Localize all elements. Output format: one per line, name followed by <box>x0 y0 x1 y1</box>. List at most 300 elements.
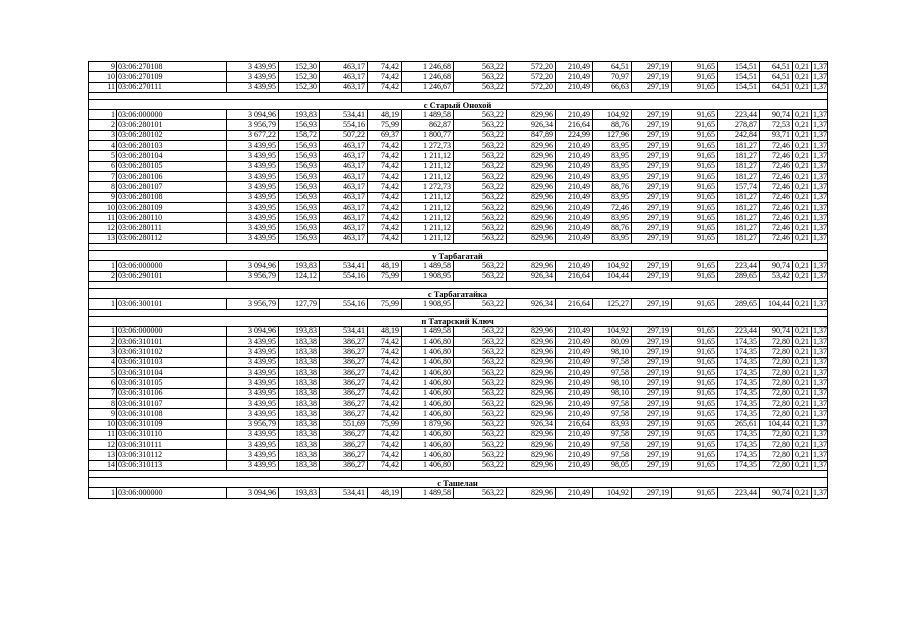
value-cell: 3 956,79 <box>227 120 279 130</box>
cadastral-code-cell: 03:06:280102 <box>117 130 227 140</box>
value-cell: 97,58 <box>593 368 632 378</box>
value-cell: 1 908,95 <box>402 299 454 309</box>
value-cell: 829,96 <box>507 110 556 120</box>
value-cell: 74,42 <box>368 450 402 460</box>
value-cell: 1,37 <box>813 130 827 140</box>
value-cell: 210,49 <box>556 488 593 498</box>
value-cell: 3 956,79 <box>227 419 279 429</box>
value-cell: 297,19 <box>632 337 672 347</box>
value-cell: 210,49 <box>556 192 593 202</box>
value-cell: 181,27 <box>718 141 760 151</box>
value-cell: 183,38 <box>279 460 320 470</box>
value-cell: 156,93 <box>279 171 320 181</box>
cadastral-code-cell: 03:06:000000 <box>117 261 227 271</box>
value-cell: 74,42 <box>368 62 402 72</box>
value-cell: 534,41 <box>320 326 368 336</box>
value-cell: 91,65 <box>672 223 718 233</box>
value-cell: 91,65 <box>672 141 718 151</box>
settlement-name: с Старый Онохой <box>89 99 828 109</box>
row-number-cell: 7 <box>89 388 117 398</box>
cadastral-code-cell: 03:06:310101 <box>117 337 227 347</box>
value-cell: 386,27 <box>320 388 368 398</box>
table-row <box>89 202 828 212</box>
value-cell: 563,22 <box>454 347 507 357</box>
value-cell: 48,19 <box>368 488 402 498</box>
value-cell: 463,17 <box>320 72 368 82</box>
value-cell: 1,37 <box>813 82 827 92</box>
value-cell: 125,27 <box>593 299 632 309</box>
value-cell: 563,22 <box>454 202 507 212</box>
value-cell: 1 211,12 <box>402 151 454 161</box>
settlement-name: п Татарский Ключ <box>89 316 828 326</box>
value-cell: 156,93 <box>279 151 320 161</box>
value-cell: 563,22 <box>454 419 507 429</box>
value-cell: 297,19 <box>632 223 672 233</box>
value-cell: 48,19 <box>368 326 402 336</box>
value-cell: 463,17 <box>320 182 368 192</box>
value-cell: 3 956,79 <box>227 299 279 309</box>
cadastral-code-cell: 03:06:280112 <box>117 233 227 243</box>
value-cell: 97,58 <box>593 429 632 439</box>
table-row <box>89 450 828 460</box>
value-cell: 563,22 <box>454 151 507 161</box>
value-cell: 297,19 <box>632 82 672 92</box>
value-cell: 91,65 <box>672 110 718 120</box>
value-cell: 829,96 <box>507 213 556 223</box>
cadastral-code-cell: 03:06:310104 <box>117 368 227 378</box>
value-cell: 3 439,95 <box>227 161 279 171</box>
value-cell: 3 677,22 <box>227 130 279 140</box>
value-cell: 91,65 <box>672 213 718 223</box>
value-cell: 183,38 <box>279 409 320 419</box>
value-cell: 297,19 <box>632 419 672 429</box>
value-cell: 72,80 <box>760 440 793 450</box>
value-cell: 0,21 <box>793 429 812 439</box>
value-cell: 74,42 <box>368 82 402 92</box>
value-cell: 224,99 <box>556 130 593 140</box>
spacer-row <box>89 244 828 251</box>
row-number-cell: 3 <box>89 130 117 140</box>
value-cell: 104,44 <box>593 271 632 281</box>
row-number-cell: 4 <box>89 141 117 151</box>
value-cell: 97,58 <box>593 440 632 450</box>
table-row <box>89 357 828 367</box>
value-cell: 1 246,68 <box>402 72 454 82</box>
value-cell: 1 489,58 <box>402 261 454 271</box>
value-cell: 563,22 <box>454 488 507 498</box>
row-number-cell: 4 <box>89 357 117 367</box>
cadastral-code-cell: 03:06:310107 <box>117 398 227 408</box>
document-sheet <box>88 61 827 499</box>
value-cell: 174,35 <box>718 347 760 357</box>
value-cell: 210,49 <box>556 213 593 223</box>
row-number-cell: 7 <box>89 171 117 181</box>
table-row <box>89 120 828 130</box>
row-number-cell: 10 <box>89 72 117 82</box>
table-row <box>89 326 828 336</box>
value-cell: 83,93 <box>593 419 632 429</box>
value-cell: 507,22 <box>320 130 368 140</box>
value-cell: 297,19 <box>632 488 672 498</box>
value-cell: 297,19 <box>632 233 672 243</box>
value-cell: 210,49 <box>556 62 593 72</box>
table-row <box>89 141 828 151</box>
value-cell: 72,80 <box>760 429 793 439</box>
value-cell: 74,42 <box>368 388 402 398</box>
table-row <box>89 72 828 82</box>
value-cell: 1,37 <box>813 419 827 429</box>
row-number-cell: 3 <box>89 347 117 357</box>
value-cell: 156,93 <box>279 182 320 192</box>
value-cell: 104,44 <box>760 419 793 429</box>
value-cell: 74,42 <box>368 141 402 151</box>
table-row <box>89 488 828 498</box>
value-cell: 48,19 <box>368 261 402 271</box>
value-cell: 572,20 <box>507 82 556 92</box>
value-cell: 3 956,79 <box>227 271 279 281</box>
value-cell: 93,71 <box>760 130 793 140</box>
value-cell: 152,30 <box>279 62 320 72</box>
value-cell: 88,76 <box>593 223 632 233</box>
value-cell: 563,22 <box>454 326 507 336</box>
value-cell: 1,37 <box>813 202 827 212</box>
value-cell: 563,22 <box>454 171 507 181</box>
value-cell: 386,27 <box>320 347 368 357</box>
value-cell: 91,65 <box>672 271 718 281</box>
row-number-cell: 1 <box>89 326 117 336</box>
value-cell: 91,65 <box>672 429 718 439</box>
value-cell: 74,42 <box>368 460 402 470</box>
value-cell: 1,37 <box>813 151 827 161</box>
value-cell: 90,74 <box>760 326 793 336</box>
value-cell: 563,22 <box>454 378 507 388</box>
value-cell: 83,95 <box>593 151 632 161</box>
value-cell: 156,93 <box>279 223 320 233</box>
value-cell: 386,27 <box>320 460 368 470</box>
table-row <box>89 192 828 202</box>
value-cell: 3 439,95 <box>227 388 279 398</box>
cadastral-code-cell: 03:06:280103 <box>117 141 227 151</box>
value-cell: 174,35 <box>718 429 760 439</box>
value-cell: 297,19 <box>632 388 672 398</box>
value-cell: 0,21 <box>793 72 812 82</box>
value-cell: 1 489,58 <box>402 488 454 498</box>
value-cell: 154,51 <box>718 72 760 82</box>
value-cell: 1,37 <box>813 71 827 81</box>
value-cell: 563,22 <box>454 62 507 72</box>
value-cell: 181,27 <box>718 151 760 161</box>
value-cell: 829,96 <box>507 460 556 470</box>
value-cell: 1 908,95 <box>402 271 454 281</box>
cadastral-code-cell: 03:06:300101 <box>117 299 227 309</box>
value-cell: 91,65 <box>672 130 718 140</box>
value-cell: 91,65 <box>672 488 718 498</box>
value-cell: 1,37 <box>813 212 827 222</box>
value-cell: 829,96 <box>507 368 556 378</box>
value-cell: 91,65 <box>672 460 718 470</box>
value-cell: 72,46 <box>593 202 632 212</box>
value-cell: 174,35 <box>718 337 760 347</box>
value-cell: 0,21 <box>793 233 812 243</box>
value-cell: 3 439,95 <box>227 460 279 470</box>
value-cell: 563,22 <box>454 271 507 281</box>
cadastral-code-cell: 03:06:310113 <box>117 460 227 470</box>
row-number-cell: 11 <box>89 213 117 223</box>
value-cell: 1,37 <box>813 357 827 367</box>
value-cell: 3 439,95 <box>227 440 279 450</box>
value-cell: 1 211,12 <box>402 233 454 243</box>
value-cell: 1 272,73 <box>402 182 454 192</box>
section-header-row <box>89 316 828 326</box>
value-cell: 91,65 <box>672 398 718 408</box>
value-cell: 154,51 <box>718 82 760 92</box>
value-cell: 223,44 <box>718 110 760 120</box>
value-cell: 154,51 <box>718 62 760 72</box>
value-cell: 829,96 <box>507 161 556 171</box>
value-cell: 0,21 <box>793 419 812 429</box>
value-cell: 0,21 <box>793 82 812 92</box>
cadastral-code-cell: 03:06:310112 <box>117 450 227 460</box>
value-cell: 1,37 <box>813 439 827 449</box>
value-cell: 0,21 <box>793 213 812 223</box>
value-cell: 862,87 <box>402 120 454 130</box>
value-cell: 829,96 <box>507 223 556 233</box>
tariff-table <box>88 61 828 499</box>
value-cell: 554,16 <box>320 120 368 130</box>
value-cell: 174,35 <box>718 460 760 470</box>
value-cell: 926,34 <box>507 271 556 281</box>
value-cell: 463,17 <box>320 82 368 92</box>
value-cell: 0,21 <box>793 450 812 460</box>
value-cell: 1,37 <box>813 171 827 181</box>
value-cell: 3 439,95 <box>227 223 279 233</box>
value-cell: 563,22 <box>454 440 507 450</box>
value-cell: 0,21 <box>793 171 812 181</box>
value-cell: 463,17 <box>320 223 368 233</box>
cadastral-code-cell: 03:06:310106 <box>117 388 227 398</box>
table-row <box>89 82 828 92</box>
value-cell: 0,21 <box>793 440 812 450</box>
value-cell: 193,83 <box>279 261 320 271</box>
value-cell: 0,21 <box>793 488 812 498</box>
value-cell: 297,19 <box>632 357 672 367</box>
value-cell: 463,17 <box>320 202 368 212</box>
value-cell: 183,38 <box>279 440 320 450</box>
value-cell: 297,19 <box>632 192 672 202</box>
value-cell: 74,42 <box>368 378 402 388</box>
value-cell: 104,44 <box>760 299 793 309</box>
table-row <box>89 271 828 281</box>
value-cell: 210,49 <box>556 326 593 336</box>
value-cell: 181,27 <box>718 192 760 202</box>
value-cell: 74,42 <box>368 161 402 171</box>
row-number-cell: 6 <box>89 161 117 171</box>
value-cell: 83,95 <box>593 141 632 151</box>
value-cell: 83,95 <box>593 233 632 243</box>
value-cell: 3 439,95 <box>227 182 279 192</box>
spacer-row <box>89 92 828 99</box>
value-cell: 88,76 <box>593 120 632 130</box>
settlement-name: у Тарбагатай <box>89 251 828 261</box>
value-cell: 48,19 <box>368 110 402 120</box>
value-cell: 174,35 <box>718 368 760 378</box>
value-cell: 289,65 <box>718 299 760 309</box>
value-cell: 563,22 <box>454 233 507 243</box>
value-cell: 563,22 <box>454 110 507 120</box>
value-cell: 829,96 <box>507 398 556 408</box>
value-cell: 563,22 <box>454 357 507 367</box>
value-cell: 74,42 <box>368 72 402 82</box>
value-cell: 183,38 <box>279 347 320 357</box>
value-cell: 193,83 <box>279 326 320 336</box>
table-row <box>89 460 828 470</box>
value-cell: 1 406,80 <box>402 429 454 439</box>
settlement-name: с Тарбагатайка <box>89 288 828 298</box>
value-cell: 297,19 <box>632 271 672 281</box>
value-cell: 210,49 <box>556 82 593 92</box>
value-cell: 3 439,95 <box>227 368 279 378</box>
value-cell: 1 406,80 <box>402 409 454 419</box>
row-number-cell: 9 <box>89 409 117 419</box>
value-cell: 829,96 <box>507 326 556 336</box>
value-cell: 210,49 <box>556 368 593 378</box>
value-cell: 3 439,95 <box>227 151 279 161</box>
value-cell: 181,27 <box>718 213 760 223</box>
value-cell: 1 246,67 <box>402 82 454 92</box>
value-cell: 534,41 <box>320 488 368 498</box>
value-cell: 97,58 <box>593 357 632 367</box>
value-cell: 210,49 <box>556 233 593 243</box>
value-cell: 572,20 <box>507 72 556 82</box>
value-cell: 1 406,80 <box>402 440 454 450</box>
value-cell: 297,19 <box>632 72 672 82</box>
table-row <box>89 151 828 161</box>
value-cell: 91,65 <box>672 62 718 72</box>
value-cell: 158,72 <box>279 130 320 140</box>
value-cell: 1 211,12 <box>402 223 454 233</box>
value-cell: 74,42 <box>368 151 402 161</box>
value-cell: 152,30 <box>279 72 320 82</box>
value-cell: 72,53 <box>760 120 793 130</box>
value-cell: 3 439,95 <box>227 233 279 243</box>
value-cell: 1 211,12 <box>402 192 454 202</box>
value-cell: 91,65 <box>672 171 718 181</box>
value-cell: 210,49 <box>556 460 593 470</box>
value-cell: 91,65 <box>672 388 718 398</box>
value-cell: 0,21 <box>793 130 812 140</box>
value-cell: 72,80 <box>760 337 793 347</box>
value-cell: 297,19 <box>632 202 672 212</box>
value-cell: 64,51 <box>760 82 793 92</box>
row-number-cell: 10 <box>89 419 117 429</box>
value-cell: 210,49 <box>556 357 593 367</box>
value-cell: 0,21 <box>793 192 812 202</box>
value-cell: 297,19 <box>632 110 672 120</box>
value-cell: 72,46 <box>760 213 793 223</box>
value-cell: 80,09 <box>593 337 632 347</box>
table-row <box>89 378 828 388</box>
row-number-cell: 13 <box>89 233 117 243</box>
row-number-cell: 14 <box>89 460 117 470</box>
value-cell: 91,65 <box>672 120 718 130</box>
value-cell: 297,19 <box>632 182 672 192</box>
value-cell: 74,42 <box>368 409 402 419</box>
value-cell: 181,27 <box>718 223 760 233</box>
value-cell: 104,92 <box>593 110 632 120</box>
value-cell: 75,99 <box>368 271 402 281</box>
value-cell: 1 406,80 <box>402 347 454 357</box>
value-cell: 1 211,12 <box>402 213 454 223</box>
value-cell: 98,10 <box>593 347 632 357</box>
value-cell: 1,37 <box>813 223 827 233</box>
value-cell: 926,34 <box>507 299 556 309</box>
value-cell: 97,58 <box>593 398 632 408</box>
value-cell: 0,21 <box>793 182 812 192</box>
value-cell: 74,42 <box>368 368 402 378</box>
value-cell: 1,37 <box>813 271 827 281</box>
value-cell: 0,21 <box>793 202 812 212</box>
value-cell: 74,42 <box>368 202 402 212</box>
value-cell: 210,49 <box>556 347 593 357</box>
value-cell: 0,21 <box>793 378 812 388</box>
value-cell: 3 439,95 <box>227 213 279 223</box>
value-cell: 83,95 <box>593 192 632 202</box>
value-cell: 183,38 <box>279 388 320 398</box>
value-cell: 72,46 <box>760 151 793 161</box>
table-row <box>89 440 828 450</box>
value-cell: 386,27 <box>320 440 368 450</box>
value-cell: 297,19 <box>632 326 672 336</box>
row-number-cell: 2 <box>89 120 117 130</box>
value-cell: 174,35 <box>718 409 760 419</box>
spacer-cell <box>89 309 828 316</box>
table-row <box>89 110 828 120</box>
value-cell: 174,35 <box>718 398 760 408</box>
value-cell: 1,37 <box>813 398 827 408</box>
value-cell: 83,95 <box>593 161 632 171</box>
value-cell: 3 439,95 <box>227 347 279 357</box>
value-cell: 563,22 <box>454 409 507 419</box>
table-row <box>89 347 828 357</box>
value-cell: 127,79 <box>279 299 320 309</box>
value-cell: 181,27 <box>718 202 760 212</box>
value-cell: 104,92 <box>593 488 632 498</box>
value-cell: 75,99 <box>368 120 402 130</box>
value-cell: 1 406,80 <box>402 378 454 388</box>
value-cell: 1 211,12 <box>402 202 454 212</box>
value-cell: 74,42 <box>368 429 402 439</box>
settlement-name: с Ташелан <box>89 477 828 487</box>
value-cell: 91,65 <box>672 202 718 212</box>
value-cell: 3 439,95 <box>227 378 279 388</box>
value-cell: 53,42 <box>760 271 793 281</box>
value-cell: 1,37 <box>813 233 827 243</box>
value-cell: 563,22 <box>454 130 507 140</box>
value-cell: 210,49 <box>556 182 593 192</box>
value-cell: 463,17 <box>320 151 368 161</box>
row-number-cell: 5 <box>89 151 117 161</box>
value-cell: 3 439,95 <box>227 337 279 347</box>
value-cell: 97,58 <box>593 450 632 460</box>
value-cell: 554,16 <box>320 271 368 281</box>
value-cell: 152,30 <box>279 82 320 92</box>
value-cell: 66,63 <box>593 82 632 92</box>
value-cell: 0,21 <box>793 271 812 281</box>
value-cell: 1 406,80 <box>402 398 454 408</box>
value-cell: 1 406,80 <box>402 368 454 378</box>
value-cell: 3 439,95 <box>227 429 279 439</box>
row-number-cell: 8 <box>89 398 117 408</box>
